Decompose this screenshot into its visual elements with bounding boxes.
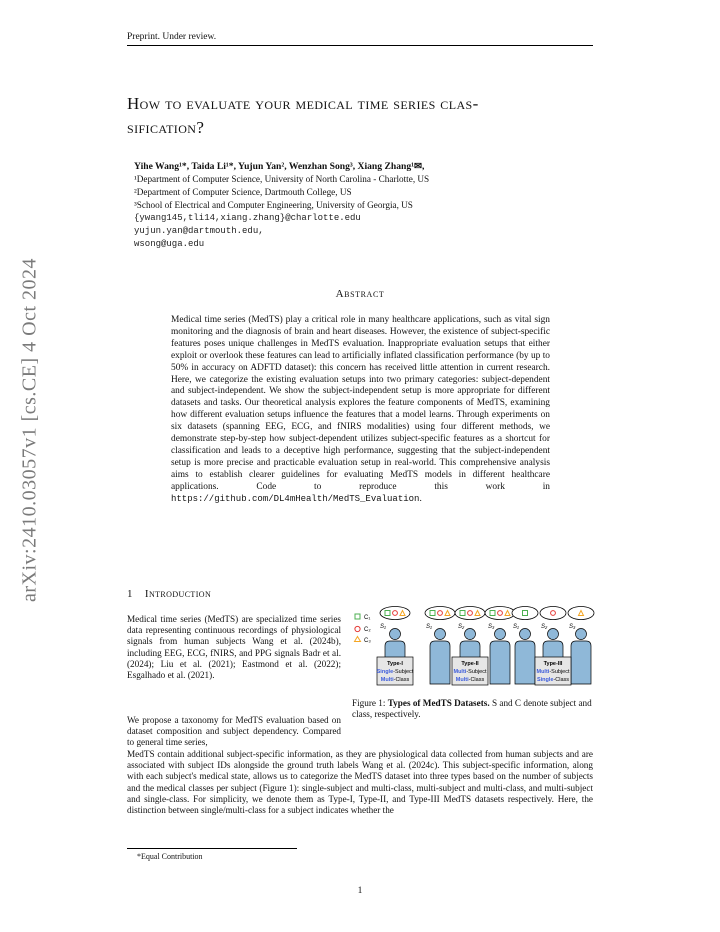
paper-title	[127, 92, 597, 140]
figure-1-caption	[352, 698, 593, 720]
svg-text:S₁: S₁	[513, 624, 519, 630]
affiliation-1: ¹Department of Computer Science, University of North Carolina - Charlotte, US	[134, 174, 430, 184]
intro-paragraph-1: Medical time series (MedTS) are specialized time series data representing continuous recordings of physiological signals from human subjects Wang et al. (2024b), including EEG, ECG, fNIRS, and PPG signals Badr et al. (2024); Liu et al. (2021); Eastmond et al. (2022); Esgalhado et al. (2021).	[127, 614, 341, 681]
caption-label: Figure 1:	[352, 698, 386, 708]
footnote: *Equal Contribution	[137, 852, 203, 861]
legend-c2: C₂	[364, 627, 371, 633]
svg-text:Single-Class: Single-Class	[536, 677, 570, 683]
affiliation-3: ³School of Electrical and Computer Engineering, University of Georgia, US	[134, 200, 413, 210]
type-3-group	[512, 607, 594, 686]
title-line-2: sification?	[127, 118, 205, 137]
svg-text:S₂: S₂	[458, 624, 465, 630]
running-header: Preprint. Under review.	[127, 32, 217, 42]
footnote-rule	[127, 848, 297, 849]
abstract-text: Medical time series (MedTS) play a critical role in many healthcare applications, such as vital sign monitoring and the diagnosis of brain and heart diseases. However, the existence of subject-specific features poses unique challenges in MedTS evaluation. Inappropriate evaluation setups that either exploit or overlook these features can lead to artificially inflated classification performance (by up to 50% in accuracy on ADFTD dataset): this concern has received little attention in current research. Here, we categorize the existing evaluation setups into two primary categories: subject-dependent and subject-independent. We show the subject-independent setup is more appropriate for different datasets and tasks. Our theoretical analysis explores the feature components of MedTS, examining how different evaluation setups influence the features that a model learns. Through experiments on six datasets (spanning EEG, ECG, and fNIRS modalities) using four different methods, we demonstrate step-by-step how subject-dependent utilizes subject-specific features as a shortcut for classification and leads to a deceptive high performance, suggesting that the subject-independent setup is more precise and practicable evaluation setup in real-world. This comprehensive analysis aims to establish clearer guidelines for evaluating MedTS models in different healthcare applications. Code to reproduce this work in	[171, 315, 550, 492]
header-rule	[127, 45, 593, 46]
svg-text:Multi-Class: Multi-Class	[380, 677, 410, 683]
legend-c1: C₁	[364, 615, 371, 621]
svg-text:S₃: S₃	[569, 624, 576, 630]
code-url-link[interactable]: https://github.com/DL4mHealth/MedTS_Evaluation	[171, 493, 420, 504]
svg-text:Type-II: Type-II	[461, 661, 479, 667]
title-line-1: How to evaluate your medical time series clas-	[127, 94, 479, 113]
email-2: yujun.yan@dartmouth.edu,	[134, 226, 264, 236]
legend-c3: C₃	[364, 638, 371, 644]
type-1-group	[377, 607, 414, 686]
t1-subject: S₁	[380, 624, 386, 630]
intro-paragraph-2b: MedTS contain additional subject-specific information, as they are physiological data collected from human subjects and are associated with subject IDs alongside the ground truth labels Wang et al. (2024c). This subject-specific information, along with each subject's medical state, allows us to categorize the MedTS dataset into three types based on the number of subjects and the medical classes per subject (Figure 1): single-subject and multi-class, multi-subject and multi-class, and multi-subject and single-class. For simplicity, we denote them as Type-I, Type-II, and Type-III MedTS datasets respectively. Here, the distinction between single/multi-class for a subject indicates whether the	[127, 749, 593, 816]
svg-text:Single-Subject: Single-Subject	[376, 669, 414, 675]
svg-text:Multi-Class: Multi-Class	[455, 677, 485, 683]
caption-bold: Types of MedTS Datasets.	[387, 698, 490, 708]
arxiv-sidebar	[0, 0, 60, 932]
affiliation-2: ²Department of Computer Science, Dartmouth College, US	[134, 187, 352, 197]
svg-text:S₃: S₃	[488, 624, 495, 630]
caption-rest: S and C denote subject and class, respectively.	[352, 698, 592, 720]
abstract-heading: Abstract	[335, 288, 385, 300]
email-1: {ywang145,tli14,xiang.zhang}@charlotte.edu	[134, 213, 361, 223]
figure-legend	[355, 614, 372, 644]
type-2-group	[425, 607, 515, 686]
svg-text:S₂: S₂	[541, 624, 548, 630]
svg-text:Multi-Subject: Multi-Subject	[536, 669, 570, 675]
section-number: 1	[127, 588, 133, 600]
email-3: wsong@uga.edu	[134, 239, 205, 249]
abstract-body: Medical time series (MedTS) play a critical role in many healthcare applications, such as vital sign monitoring and the diagnosis of brain and heart diseases. However, the existence of subject-specific features poses unique challenges in MedTS evaluation. Inappropriate evaluation setups that either exploit or overlook these features can lead to artificially inflated classification performance (by up to 50% in accuracy on ADFTD dataset): this concern has received little attention in current research. Here, we categorize the existing evaluation setups into two primary categories: subject-dependent and subject-independent. We show the subject-independent setup is more appropriate for different datasets and tasks. Our theoretical analysis explores the feature components of MedTS, examining how different evaluation setups influence the features that a model learns. Through experiments on six datasets (spanning EEG, ECG, and fNIRS modalities) using four different methods, we demonstrate step-by-step how subject-dependent utilizes subject-specific features as a shortcut for classification and leads to a deceptive high performance, suggesting that the subject-independent setup is more precise and practicable evaluation setup in real-world. This comprehensive analysis aims to establish clearer guidelines for evaluating MedTS models in different healthcare applications. Code to reproduce this work in https://github.com/DL4mHealth/MedTS_Evaluation.	[171, 315, 550, 504]
t1-label: Type-I	[387, 661, 403, 667]
authors: Yihe Wang¹*, Taida Li¹*, Yujun Yan², Wenzhan Song³, Xiang Zhang¹✉,	[134, 161, 425, 172]
section-heading	[127, 588, 211, 600]
svg-text:S₁: S₁	[426, 624, 432, 630]
figure-1-dataset-types	[350, 604, 595, 694]
svg-text:Multi-Subject: Multi-Subject	[453, 669, 487, 675]
svg-text:Type-III: Type-III	[543, 661, 563, 667]
section-title: Introduction	[144, 588, 212, 600]
intro-paragraph-2a: We propose a taxonomy for MedTS evaluation based on dataset composition and subject dependency. Compared to general time series,	[127, 715, 341, 748]
arxiv-id: arXiv:2410.03057v1 [cs.CE] 4 Oct 2024	[18, 257, 41, 603]
page-number: 1	[357, 886, 363, 896]
